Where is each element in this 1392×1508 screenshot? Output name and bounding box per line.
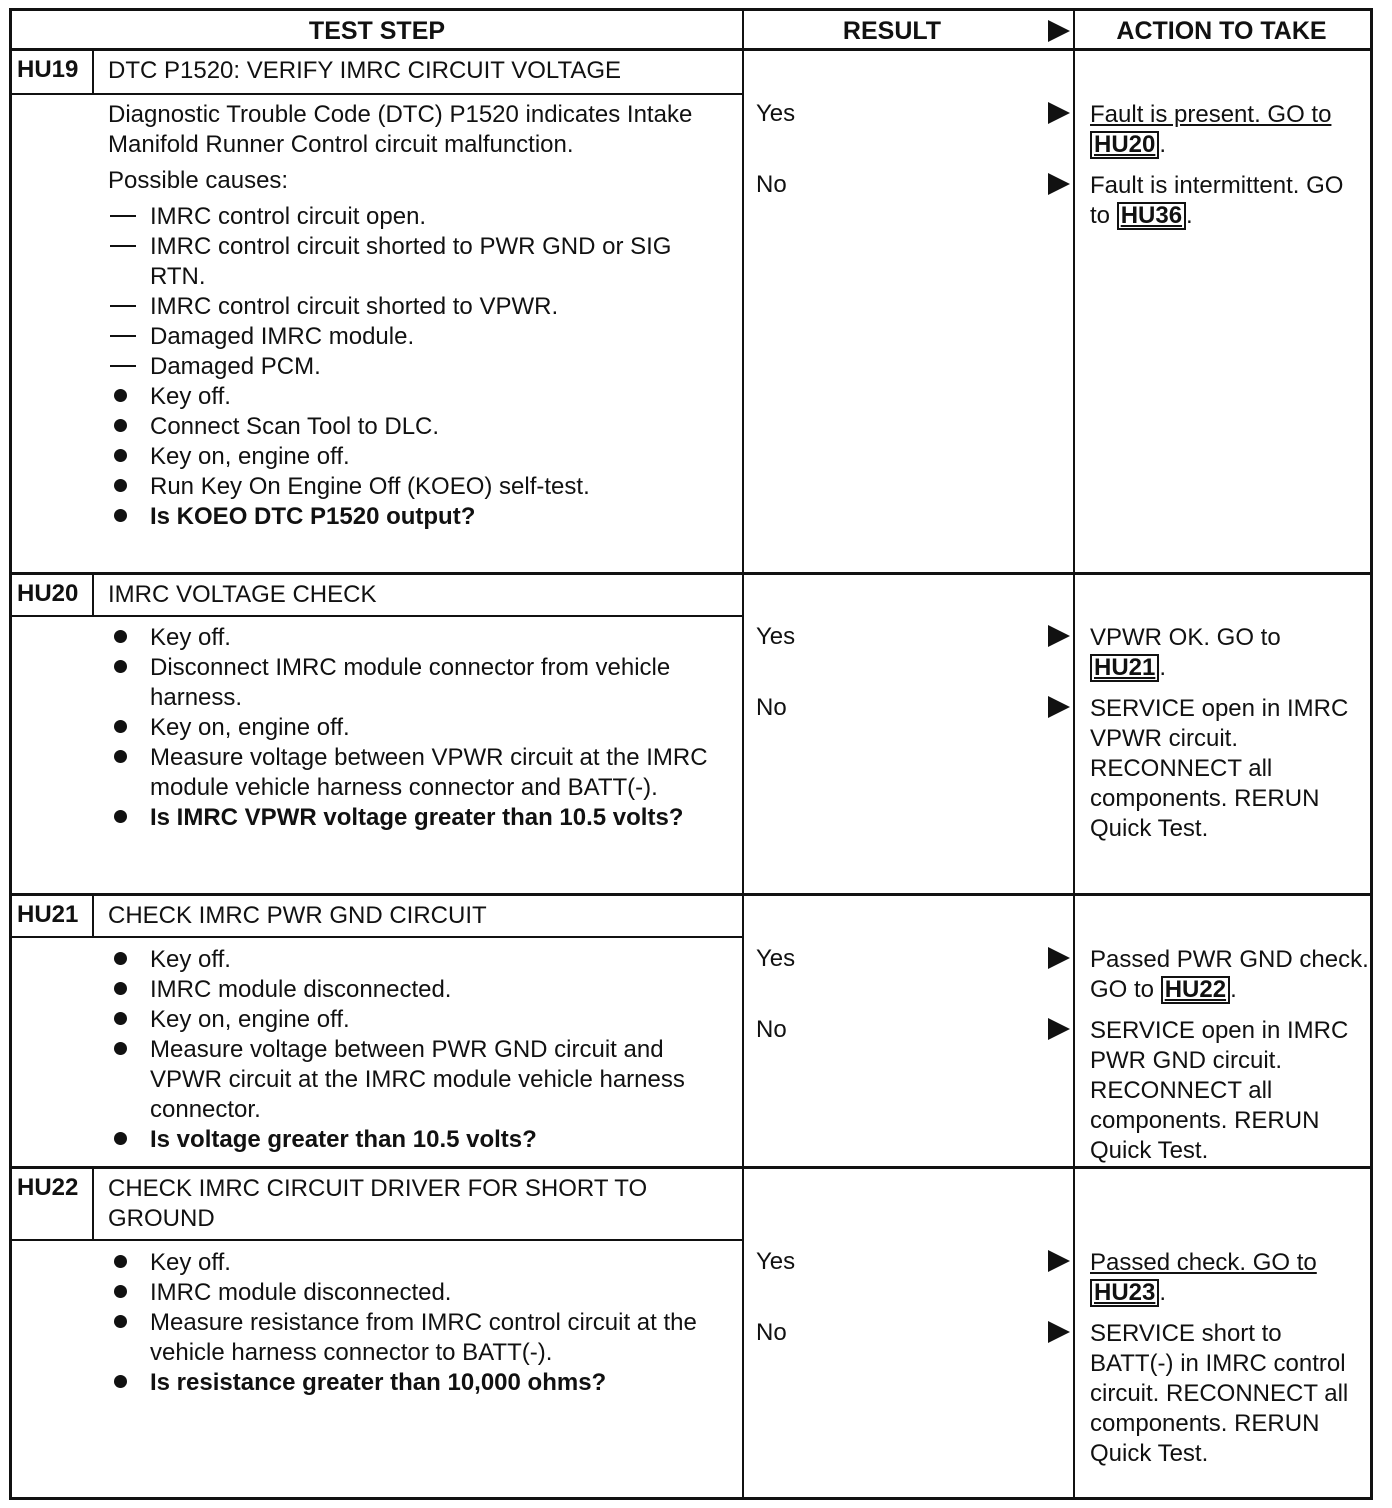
step-title-row: [12, 1169, 742, 1241]
result-column-divider: [742, 11, 744, 1497]
bullet-icon: [114, 1132, 127, 1145]
header-action: ACTION TO TAKE: [1116, 17, 1327, 45]
arrow-right-icon: [1048, 1250, 1070, 1272]
bullet-icon: [114, 389, 127, 402]
list-item: Damaged IMRC module.: [108, 322, 728, 352]
list-item: IMRC control circuit open.: [108, 202, 728, 232]
action-yes: Passed PWR GND check. GO to HU22 .: [1090, 946, 1369, 1003]
bullet-icon: [114, 750, 127, 763]
step-body: [108, 1248, 728, 1398]
list-item: Measure voltage between VPWR circuit at the IMRC module vehicle harness connector and BATT(-).: [108, 743, 728, 803]
result-yes: Yes: [756, 1248, 796, 1275]
list-item: Key on, engine off.: [108, 1005, 728, 1035]
bullet-icon: [114, 449, 127, 462]
list-item: Key on, engine off.: [108, 442, 728, 472]
step-intro: Diagnostic Trouble Code (DTC) P1520 indicates Intake Manifold Runner Control circuit malfunction.: [108, 101, 693, 158]
arrow-right-icon: [1048, 102, 1070, 124]
list-item: IMRC module disconnected.: [108, 975, 728, 1005]
result-no: No: [756, 1016, 787, 1043]
bullet-icon: [114, 982, 127, 995]
bullet-icon: [114, 630, 127, 643]
list-item: Key off.: [108, 623, 728, 653]
dash-icon: [110, 305, 136, 307]
step-question: Is resistance greater than 10,000 ohms?: [108, 1368, 728, 1398]
step-link-hu21[interactable]: HU21: [1090, 654, 1159, 682]
header-result: RESULT: [842, 17, 942, 45]
step-link-hu36[interactable]: HU36: [1117, 202, 1186, 230]
result-yes: Yes: [756, 945, 796, 972]
step-name: CHECK IMRC PWR GND CIRCUIT: [108, 902, 487, 929]
bullet-icon: [114, 952, 127, 965]
step-link-hu23[interactable]: HU23: [1090, 1279, 1159, 1307]
action-yes: VPWR OK. GO to HU21 .: [1090, 624, 1281, 681]
header-test-step: TEST STEP: [308, 17, 446, 45]
list-item: Key off.: [108, 1248, 728, 1278]
dash-icon: [110, 365, 136, 367]
step-question: Is voltage greater than 10.5 volts?: [108, 1125, 728, 1155]
step-name: IMRC VOLTAGE CHECK: [108, 581, 377, 608]
causes-label: Possible causes:: [108, 167, 289, 194]
list-item: Measure voltage between PWR GND circuit and VPWR circuit at the IMRC module vehicle harness connector.: [108, 1035, 728, 1125]
arrow-right-icon: [1048, 173, 1070, 195]
bullet-icon: [114, 1285, 127, 1298]
diagnostic-table: [9, 8, 1373, 1500]
arrow-right-icon: [1048, 947, 1070, 969]
action-no: SERVICE short to BATT(-) in IMRC control circuit. RECONNECT all components. RERUN Quick Test.: [1090, 1320, 1349, 1467]
bullet-icon: [114, 810, 127, 823]
step-link-hu22[interactable]: HU22: [1161, 976, 1230, 1004]
bullet-icon: [114, 1375, 127, 1388]
list-item: Key on, engine off.: [108, 713, 728, 743]
step-title-row: [12, 896, 742, 938]
result-no: No: [756, 1319, 787, 1346]
list-item: IMRC control circuit shorted to PWR GND or SIG RTN.: [108, 232, 728, 292]
arrow-right-icon: [1048, 1018, 1070, 1040]
step-body: [108, 623, 728, 833]
step-title-row: [12, 575, 742, 617]
header-arrow-icon: [1048, 20, 1070, 42]
bullet-icon: [114, 1042, 127, 1055]
arrow-right-icon: [1048, 696, 1070, 718]
step-link-hu20[interactable]: HU20: [1090, 131, 1159, 159]
step-id: HU20: [12, 575, 94, 615]
step-name: DTC P1520: VERIFY IMRC CIRCUIT VOLTAGE: [108, 57, 621, 84]
list-item: Key off.: [108, 382, 728, 412]
bullet-icon: [114, 1255, 127, 1268]
table-header: [12, 11, 1370, 51]
action-column-divider: [1073, 11, 1075, 1497]
list-item: Key off.: [108, 945, 728, 975]
dash-icon: [110, 335, 136, 337]
list-item: Damaged PCM.: [108, 352, 728, 382]
action-no: SERVICE open in IMRC PWR GND circuit. RECONNECT all components. RERUN Quick Test.: [1090, 1017, 1349, 1164]
list-item: IMRC control circuit shorted to VPWR.: [108, 292, 728, 322]
action-no: SERVICE open in IMRC VPWR circuit. RECONNECT all components. RERUN Quick Test.: [1090, 695, 1349, 842]
result-yes: Yes: [756, 100, 796, 127]
step-title-row: [12, 51, 742, 95]
result-yes: Yes: [756, 623, 796, 650]
list-item: Run Key On Engine Off (KOEO) self-test.: [108, 472, 728, 502]
step-id: HU19: [12, 51, 94, 93]
bullet-icon: [114, 660, 127, 673]
procedure-list: [108, 623, 728, 833]
result-no: No: [756, 694, 787, 721]
dash-icon: [110, 215, 136, 217]
bullet-icon: [114, 419, 127, 432]
bullet-icon: [114, 1012, 127, 1025]
list-item: Disconnect IMRC module connector from vehicle harness.: [108, 653, 728, 713]
step-id: HU22: [12, 1169, 94, 1239]
step-body: [108, 100, 728, 532]
arrow-right-icon: [1048, 1321, 1070, 1343]
list-item: Connect Scan Tool to DLC.: [108, 412, 728, 442]
causes-list: [108, 202, 728, 382]
action-yes: Passed check. GO to HU23 .: [1090, 1249, 1317, 1306]
dash-icon: [110, 245, 136, 247]
procedure-list: [108, 945, 728, 1155]
bullet-icon: [114, 479, 127, 492]
procedure-list: [108, 1248, 728, 1398]
arrow-right-icon: [1048, 625, 1070, 647]
step-name: CHECK IMRC CIRCUIT DRIVER FOR SHORT TO GROUND: [108, 1175, 648, 1232]
action-yes: Fault is present. GO to HU20 .: [1090, 101, 1332, 158]
bullet-icon: [114, 1315, 127, 1328]
step-question: Is KOEO DTC P1520 output?: [108, 502, 728, 532]
bullet-icon: [114, 720, 127, 733]
procedure-list: [108, 382, 728, 532]
step-body: [108, 945, 728, 1155]
step-question: Is IMRC VPWR voltage greater than 10.5 volts?: [108, 803, 728, 833]
list-item: Measure resistance from IMRC control circuit at the vehicle harness connector to BATT(-).: [108, 1308, 728, 1368]
bullet-icon: [114, 509, 127, 522]
step-id: HU21: [12, 896, 94, 936]
action-no: Fault is intermittent. GO to HU36 .: [1090, 172, 1344, 229]
result-no: No: [756, 171, 787, 198]
list-item: IMRC module disconnected.: [108, 1278, 728, 1308]
